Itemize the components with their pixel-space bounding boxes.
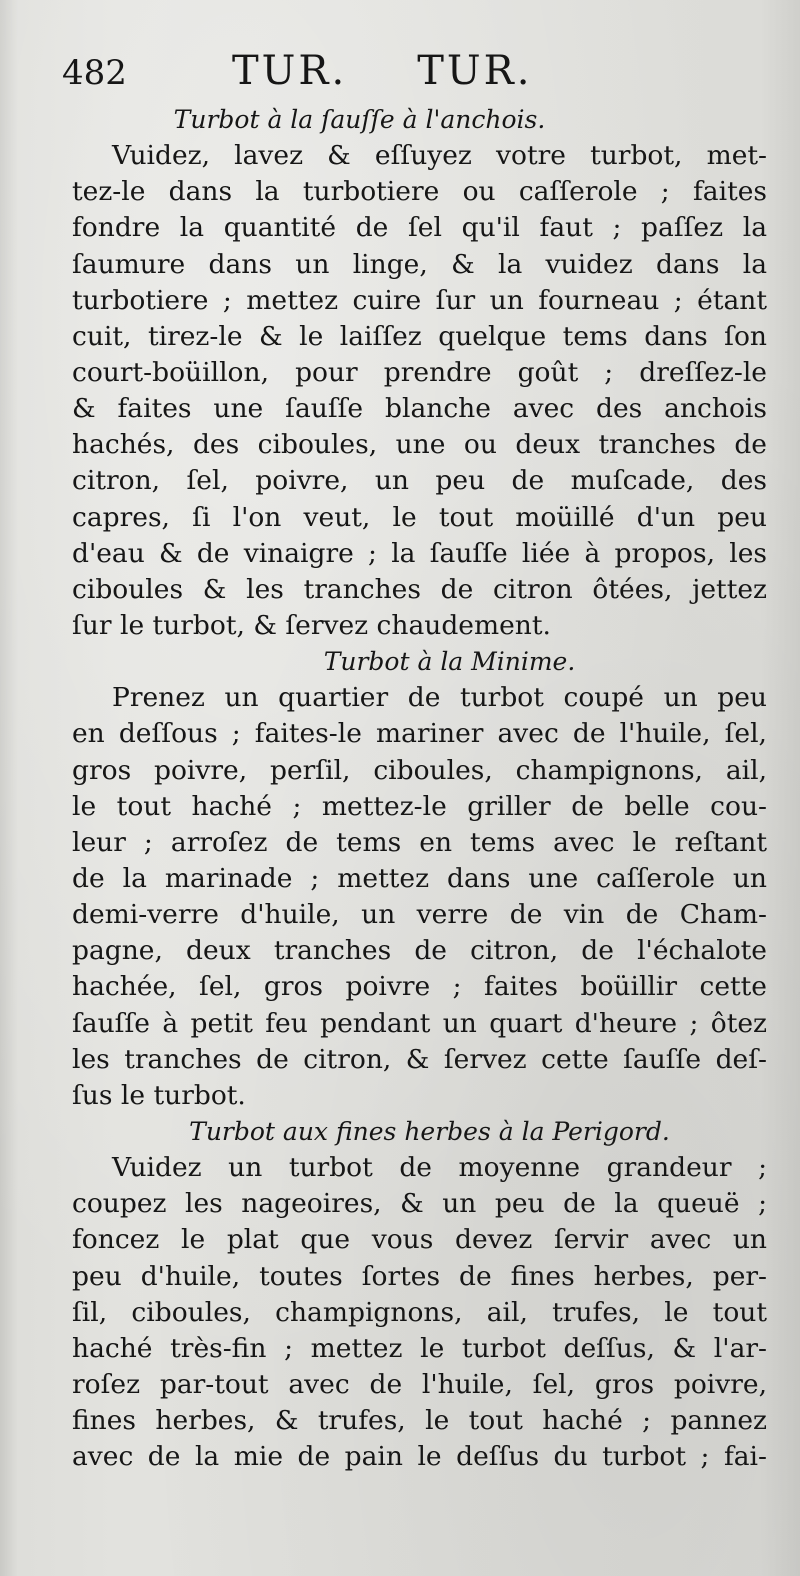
section-title: Turbot à la Minime. [323, 647, 576, 677]
text-line: roſez par-tout avec de l'huile, ſel, gros poivre, [72, 1368, 767, 1400]
running-head-right: TUR. [417, 48, 533, 94]
text-line: hachée, ſel, gros poivre ; faites boüillir cette [72, 971, 767, 1003]
text-line: court-boüillon, pour prendre goût ; dreſſez-le [72, 356, 767, 388]
text-line: peu d'huile, toutes ſortes de fines herbes, per- [72, 1260, 767, 1292]
section-title: Turbot aux fines herbes à la Perigord. [189, 1116, 670, 1146]
text-line: demi-verre d'huile, un verre de vin de Cham- [72, 899, 767, 931]
text-line: fondre la quantité de ſel qu'il faut ; paſſez la [72, 212, 767, 244]
text-line: fines herbes, & trufes, le tout haché ; pannez [72, 1405, 767, 1437]
text-line: d'eau & de vinaigre ; la ſauſſe liée à propos, les [72, 537, 767, 569]
text-line: leur ; arroſez de tems en tems avec le reſtant [72, 826, 767, 858]
text-line: foncez le plat que vous devez ſervir avec un [72, 1224, 767, 1256]
section-title: Turbot à la ſauſſe à l'anchois. [173, 105, 546, 134]
text-line: avec de la mie de pain le deſſus du turbot ; fai- [72, 1441, 767, 1473]
text-line: capres, ſi l'on veut, le tout moüillé d'un peu [72, 501, 767, 533]
text-line: ſauſſe à petit feu pendant un quart d'heure ; ôtez [72, 1007, 767, 1039]
text-line: les tranches de citron, & ſervez cette ſauſſe deſ- [72, 1043, 767, 1075]
text-line: & faites une ſauſſe blanche avec des anchois [72, 393, 767, 425]
text-line: tez-le dans la turbotiere ou caſſerole ; faites [72, 176, 767, 208]
text-line: de la marinade ; mettez dans une caſſerole un [72, 862, 767, 894]
running-head-left: TUR. [232, 48, 348, 94]
text-line: ſil, ciboules, champignons, ail, trufes, le tout [72, 1296, 767, 1328]
text-line: le tout haché ; mettez-le griller de belle cou- [72, 790, 767, 822]
page-header [62, 48, 582, 98]
text-line: turbotiere ; mettez cuire ſur un fourneau ; étant [72, 284, 767, 316]
text-line: ſaumure dans un linge, & la vuidez dans la [72, 248, 767, 280]
text-line: en deſſous ; faites-le mariner avec de l'huile, ſel, [72, 718, 767, 750]
text-line: Vuidez, lavez & eſſuyez votre turbot, met- [112, 140, 767, 172]
text-line: Prenez un quartier de turbot coupé un peu [112, 682, 767, 714]
text-line: Vuidez un turbot de moyenne grandeur ; [112, 1152, 767, 1184]
body-text [72, 102, 767, 1475]
text-line: ſur le turbot, & ſervez chaudement. [72, 609, 551, 641]
text-line: gros poivre, perſil, ciboules, champignons, ail, [72, 754, 767, 786]
text-line: ciboules & les tranches de citron ôtées, jettez [72, 573, 767, 605]
text-line: ſus le turbot. [72, 1079, 246, 1111]
text-line: coupez les nageoires, & un peu de la queuë ; [72, 1188, 767, 1220]
text-line: hachés, des ciboules, une ou deux tranches de [72, 429, 767, 461]
text-line: pagne, deux tranches de citron, de l'échalote [72, 935, 767, 967]
text-line: cuit, tirez-le & le laiſſez quelque tems dans ſon [72, 320, 767, 352]
text-line: citron, ſel, poivre, un peu de muſcade, des [72, 465, 767, 497]
page-number: 482 [62, 53, 127, 93]
text-line: haché très-fin ; mettez le turbot deſſus, & l'ar- [72, 1332, 767, 1364]
